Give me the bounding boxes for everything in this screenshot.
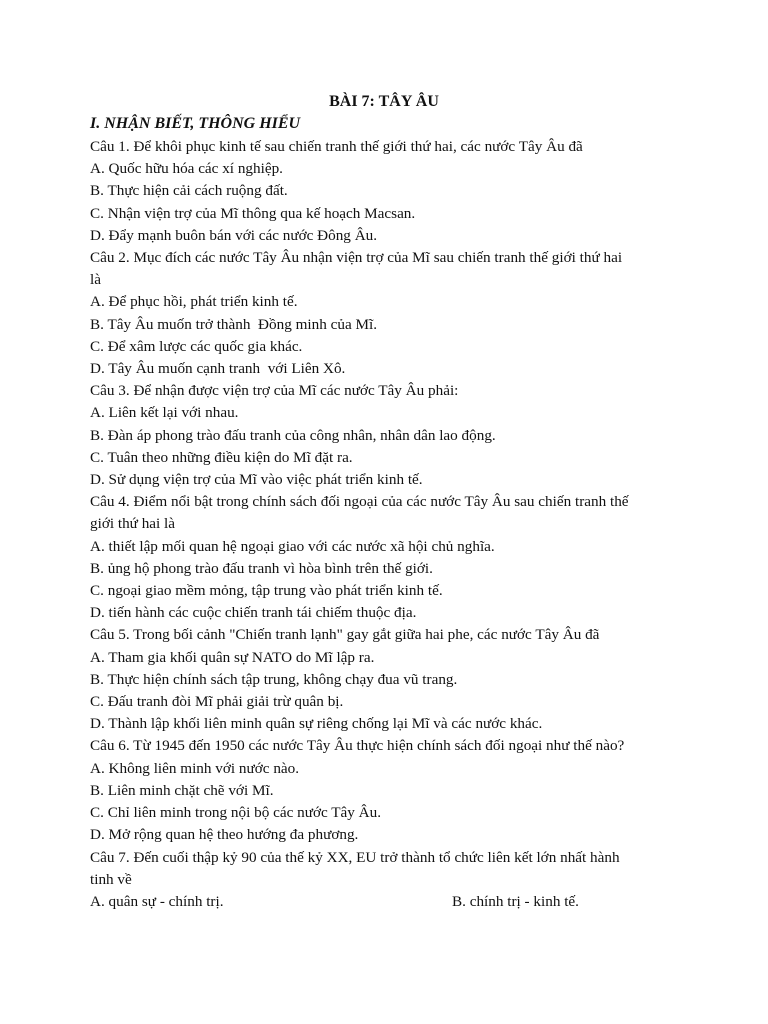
question-1-option-c: C. Nhận viện trợ của Mĩ thông qua kế hoạch Macsan.: [90, 204, 416, 222]
question-3-text: Câu 3. Để nhận được viện trợ của Mĩ các nước Tây Âu phải:: [90, 382, 459, 400]
question-7-options-row: [90, 891, 690, 913]
question-4-option-b: B. ủng hộ phong trào đấu tranh vì hòa bình trên thế giới.: [90, 559, 433, 577]
question-5-option-c: C. Đấu tranh đòi Mĩ phải giải trừ quân bị.: [90, 693, 344, 711]
question-3-option-b: B. Đàn áp phong trào đấu tranh của công nhân, nhân dân lao động.: [90, 426, 496, 444]
question-4-text: Câu 4. Điểm nổi bật trong chính sách đối ngoại của các nước Tây Âu sau chiến tranh thế: [90, 493, 629, 511]
question-5-option-d: D. Thành lập khối liên minh quân sự riêng chống lại Mĩ và các nước khác.: [90, 715, 543, 733]
question-5-option-b: B. Thực hiện chính sách tập trung, không chạy đua vũ trang.: [90, 670, 458, 688]
question-4-option-a: A. thiết lập mối quan hệ ngoại giao với các nước xã hội chủ nghĩa.: [90, 537, 495, 555]
question-2-option-c: C. Để xâm lược các quốc gia khác.: [90, 337, 303, 355]
question-4-option-d: D. tiến hành các cuộc chiến tranh tái chiếm thuộc địa.: [90, 604, 417, 622]
question-6-option-c: C. Chỉ liên minh trong nội bộ các nước Tây Âu.: [90, 804, 382, 822]
section-heading: I. NHẬN BIẾT, THÔNG HIỂU: [90, 115, 301, 132]
question-7-text-continued: tinh về: [90, 870, 132, 888]
question-4-option-c: C. ngoại giao mềm mỏng, tập trung vào phát triển kinh tế.: [90, 582, 443, 600]
question-1-option-a: A. Quốc hữu hóa các xí nghiệp.: [90, 160, 283, 178]
question-7-option-a: A. quân sự - chính trị.: [90, 892, 224, 910]
question-5-option-a: A. Tham gia khối quân sự NATO do Mĩ lập ra.: [90, 648, 375, 666]
question-2-option-a: A. Để phục hồi, phát triển kinh tế.: [90, 293, 298, 311]
question-3-option-a: A. Liên kết lại với nhau.: [90, 404, 239, 422]
document-title: BÀI 7: TÂY ÂU: [329, 93, 439, 110]
question-3-option-d: D. Sử dụng viện trợ của Mĩ vào việc phát triển kinh tế.: [90, 471, 423, 489]
question-3-option-c: C. Tuân theo những điều kiện do Mĩ đặt ra.: [90, 448, 353, 466]
question-2-option-d: D. Tây Âu muốn cạnh tranh với Liên Xô.: [90, 360, 346, 378]
question-7-option-b: B. chính trị - kinh tế.: [452, 892, 579, 910]
question-2-text-continued: là: [90, 271, 101, 289]
question-1-option-b: B. Thực hiện cải cách ruộng đất.: [90, 182, 288, 200]
question-4-text-continued: giới thứ hai là: [90, 515, 176, 533]
question-7-text: Câu 7. Đến cuối thập kỷ 90 của thế kỷ XX, EU trở thành tổ chức liên kết lớn nhất hành: [90, 848, 620, 866]
question-5-text: Câu 5. Trong bối cảnh "Chiến tranh lạnh" gay gắt giữa hai phe, các nước Tây Âu đã: [90, 626, 600, 644]
question-6-text: Câu 6. Từ 1945 đến 1950 các nước Tây Âu thực hiện chính sách đối ngoại như thế nào?: [90, 737, 625, 755]
question-1-option-d: D. Đẩy mạnh buôn bán với các nước Đông Âu.: [90, 226, 378, 244]
question-2-text: Câu 2. Mục đích các nước Tây Âu nhận viện trợ của Mĩ sau chiến tranh thế giới thứ hai: [90, 249, 623, 267]
question-2-option-b: B. Tây Âu muốn trở thành Đồng minh của Mĩ.: [90, 315, 378, 333]
question-1-text: Câu 1. Để khôi phục kinh tế sau chiến tranh thế giới thứ hai, các nước Tây Âu đã: [90, 138, 583, 155]
question-list: [90, 136, 690, 913]
question-6-option-b: B. Liên minh chặt chẽ với Mĩ.: [90, 781, 274, 799]
question-6-option-a: A. Không liên minh với nước nào.: [90, 759, 300, 777]
question-6-option-d: D. Mở rộng quan hệ theo hướng đa phương.: [90, 826, 359, 844]
